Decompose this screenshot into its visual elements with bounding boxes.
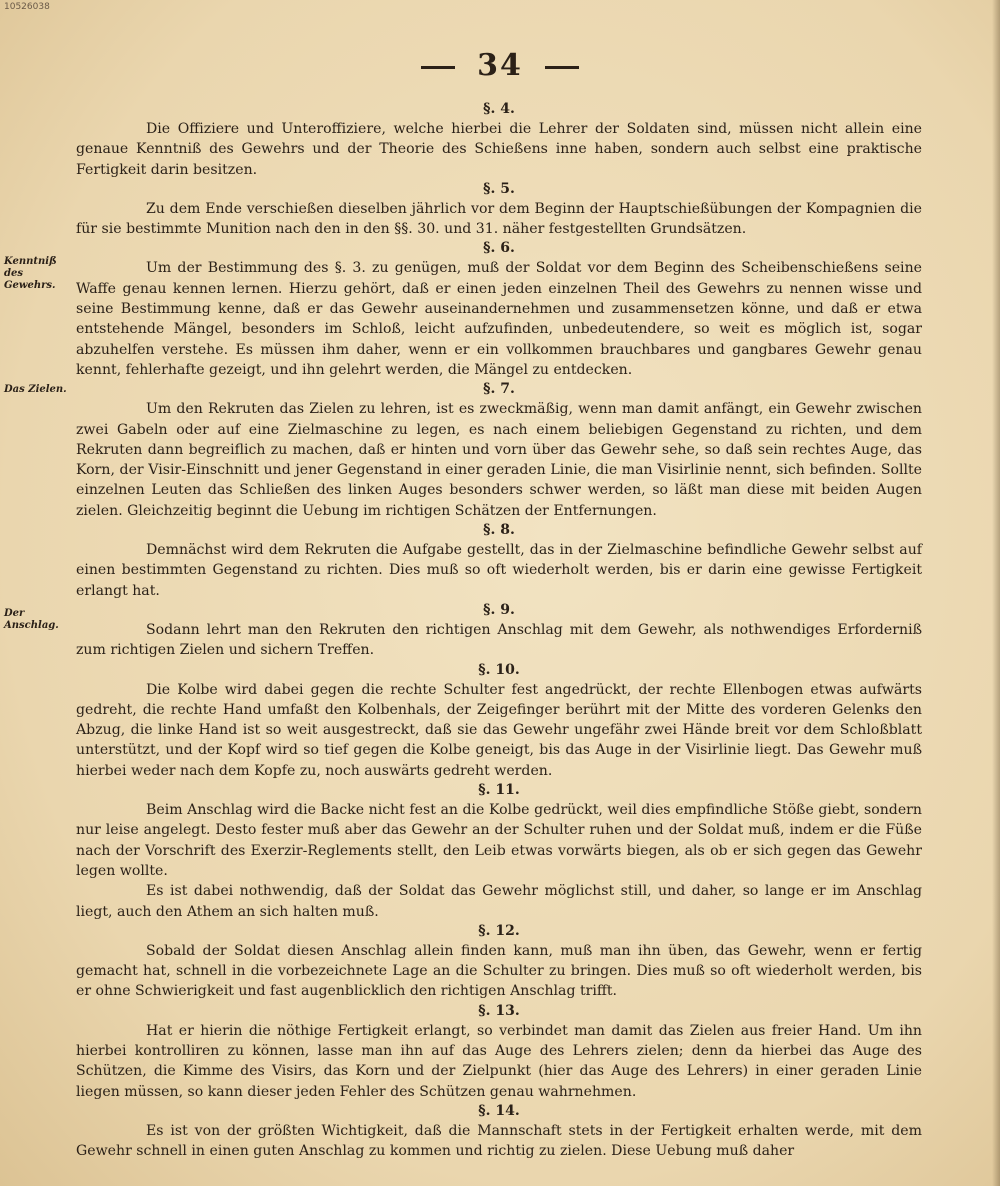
section-heading: §. 6. bbox=[483, 240, 515, 257]
margin-note-zielen: Das Zielen. bbox=[4, 384, 67, 395]
paragraph: Die Offiziere und Unteroffiziere, welche hierbei die Lehrer der Soldaten sind, müssen nicht allein eine genaue Kenntniß des Gewehrs und der Theorie des Schießens inne haben, sondern auch selbst eine praktische Fertigkeit darin besitzen. bbox=[76, 121, 922, 178]
body-text bbox=[76, 100, 922, 1161]
section-heading: §. 8. bbox=[483, 522, 515, 539]
paragraph: Zu dem Ende verschießen dieselben jährlich vor dem Beginn der Hauptschießübungen der Kompagnien die für sie bestimmte Munition nach den in den §§. 30. und 31. näher festgestellten Grundsätzen. bbox=[76, 200, 922, 238]
page-number: 34 bbox=[477, 48, 523, 83]
page-number-header bbox=[0, 48, 1000, 83]
section-heading: §. 12. bbox=[478, 922, 520, 939]
section-heading: §. 13. bbox=[478, 1002, 520, 1019]
paragraph: Um den Rekruten das Zielen zu lehren, ist es zweckmäßig, wenn man damit anfängt, ein Gewehr zwischen zwei Gabeln oder auf eine Zielmaschine zu legen, es nach einem beliebigen Gegenstand zu richten, und dem Rekruten dann begreiflich zu machen, daß er hinten und vorn über das Gewehr sehe, so daß sein rechtes Auge, das Korn, der Visir-Einschnitt und jener Gegenstand in einer geraden Linie, die man Visirlinie nennt, sich befinden. Sollte einzelnen Leuten das Schließen des linken Auges besonders schwer werden, so läßt man diese mit beiden Augen zielen. Gleichzeitig beginnt die Uebung im richtigen Schätzen der Entfernungen. bbox=[76, 401, 922, 519]
section-heading: §. 4. bbox=[483, 101, 515, 117]
paragraph: Um der Bestimmung des §. 3. zu genügen, muß der Soldat vor dem Beginn des Scheibenschießens seine Waffe genau kennen lernen. Hierzu gehört, daß er einen jeden einzelnen Theil des Gewehrs zu nennen wisse und seine Bestimmung kenne, daß er das Gewehr auseinandernehmen und zusammensetzen könne, und daß er etwa entstehende Mängel, besonders im Schloß, leicht aufzufinden, unbedeutendere, so weit es möglich ist, sogar abzuhelfen verstehe. Es müssen ihm daher, wenn er ein vollkommen brauchbares und gangbares Gewehr genau kennt, fehlerhafte gezeigt, und ihn gelehrt werden, die Mängel zu entdecken. bbox=[76, 260, 922, 378]
margin-note-kenntniss: Kenntniß des Gewehrs. bbox=[4, 256, 57, 291]
paragraph: Es ist dabei nothwendig, daß der Soldat das Gewehr möglichst still, und daher, so lange er im Anschlag liegt, auch den Athem an sich halten muß. bbox=[76, 883, 922, 920]
margin-note-anschlag: Der Anschlag. bbox=[4, 608, 59, 631]
section-heading: §. 10. bbox=[478, 661, 520, 678]
section-heading: §. 9. bbox=[483, 601, 515, 618]
scan-id: 10526038 bbox=[4, 2, 50, 12]
paragraph: Sobald der Soldat diesen Anschlag allein finden kann, muß man ihn üben, das Gewehr, wenn er fertig gemacht hat, schnell in die vorbezeichnete Lage an die Schulter zu bringen. Dies muß so oft wiederholt werden, bis er ohne Schwierigkeit und fast augenblicklich den richtigen Anschlag trifft. bbox=[76, 942, 922, 1000]
paragraph: Sodann lehrt man den Rekruten den richtigen Anschlag mit dem Gewehr, als nothwendiges Erforderniß zum richtigen Zielen und sichern Treffen. bbox=[76, 621, 922, 659]
paragraph: Hat er hierin die nöthige Fertigkeit erlangt, so verbindet man damit das Zielen aus freier Hand. Um ihn hierbei kontrolliren zu können, lasse man ihn auf das Auge des Lehrers zielen; denn da hierbei das Auge des Schützen, die Kimme des Visirs, das Korn und der Zielpunkt (hier das Auge des Lehrers) in einer geraden Linie liegen müssen, so kann dieser jeden Fehler des Schützen genau wahrnehmen. bbox=[76, 1022, 922, 1100]
paragraph: Die Kolbe wird dabei gegen die rechte Schulter fest angedrückt, der rechte Ellenbogen etwas aufwärts gedreht, die rechte Hand umfaßt den Kolbenhals, der Zeigefinger berührt mit der Mitte des vorderen Gelenks den Abzug, die linke Hand ist so weit ausgestreckt, daß sie das Gewehr ungefähr zwei Hände breit vor dem Schloßblatt unterstützt, und der Kopf wird so tief gegen die Kolbe geneigt, bis das Auge in der Visirlinie liegt. Das Gewehr muß hierbei weder nach dem Kopfe zu, noch auswärts gedreht werden. bbox=[76, 681, 922, 779]
page-edge-shadow bbox=[992, 0, 1000, 1186]
section-heading: §. 14. bbox=[478, 1102, 520, 1119]
section-heading: §. 5. bbox=[483, 180, 515, 197]
dash-left bbox=[421, 66, 455, 69]
paragraph: Es ist von der größten Wichtigkeit, daß die Mannschaft stets in der Fertigkeit erhalten werde, mit dem Gewehr schnell in einen guten Anschlag zu kommen und richtig zu zielen. Diese Uebung muß daher bbox=[76, 1122, 922, 1160]
paragraph: Beim Anschlag wird die Backe nicht fest an die Kolbe gedrückt, weil dies empfindliche Stöße giebt, sondern nur leise angelegt. Desto fester muß aber das Gewehr an der Schulter ruhen und der Soldat muß, indem er die Füße nach der Vorschrift des Exerzir-Reglements stellt, den Leib etwas vorwärts biegen, als ob er sich gegen das Gewehr legen wollte. bbox=[76, 802, 922, 879]
section-heading: §. 11. bbox=[478, 782, 520, 799]
paragraph: Demnächst wird dem Rekruten die Aufgabe gestellt, das in der Zielmaschine befindliche Gewehr selbst auf einen bestimmten Gegenstand zu richten. Dies muß so oft wiederholt werden, bis er darin eine gewisse Fertigkeit erlangt hat. bbox=[76, 542, 922, 599]
section-heading: §. 7. bbox=[483, 381, 515, 398]
dash-right bbox=[545, 66, 579, 69]
